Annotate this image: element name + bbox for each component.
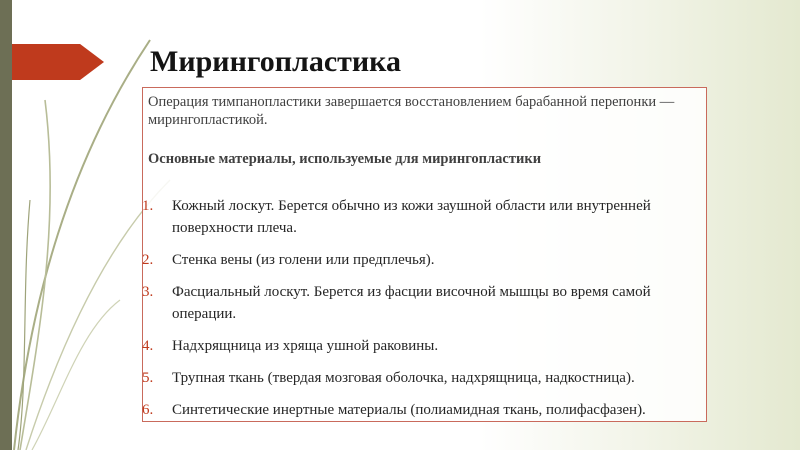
list-item-text: Стенка вены (из голени или предплечья). — [172, 252, 435, 268]
list-number: 5. — [142, 370, 154, 386]
materials-list — [142, 195, 702, 431]
list-item-text: Фасциальный лоскут. Берется из фасции височной мышцы во время самой операции. — [172, 284, 651, 322]
slide-title: Мирингопластика — [150, 45, 402, 78]
list-item — [142, 367, 702, 389]
list-number: 3. — [142, 284, 154, 300]
list-item — [142, 335, 702, 357]
materials-subheading: Основные материалы, используемые для мирингопластики — [148, 151, 542, 167]
list-number: 1. — [142, 198, 154, 214]
list-item — [142, 281, 702, 325]
intro-text: Операция тимпанопластики завершается восстановлением барабанной перепонки — мирингопластикой. — [148, 94, 675, 128]
list-number: 6. — [142, 402, 154, 418]
list-number: 4. — [142, 338, 154, 354]
list-item — [142, 249, 702, 271]
list-item-text: Кожный лоскут. Берется обычно из кожи заушной области или внутренней поверхности плеча. — [172, 198, 651, 236]
list-item-text: Надхрящница из хряща ушной раковины. — [172, 338, 439, 354]
list-item — [142, 399, 702, 421]
list-number: 2. — [142, 252, 154, 268]
list-item-text: Синтетические инертные материалы (полиамидная ткань, полифасфазен). — [172, 402, 646, 418]
list-item — [142, 195, 702, 239]
list-item-text: Трупная ткань (твердая мозговая оболочка, надхрящница, надкостница). — [172, 370, 635, 386]
